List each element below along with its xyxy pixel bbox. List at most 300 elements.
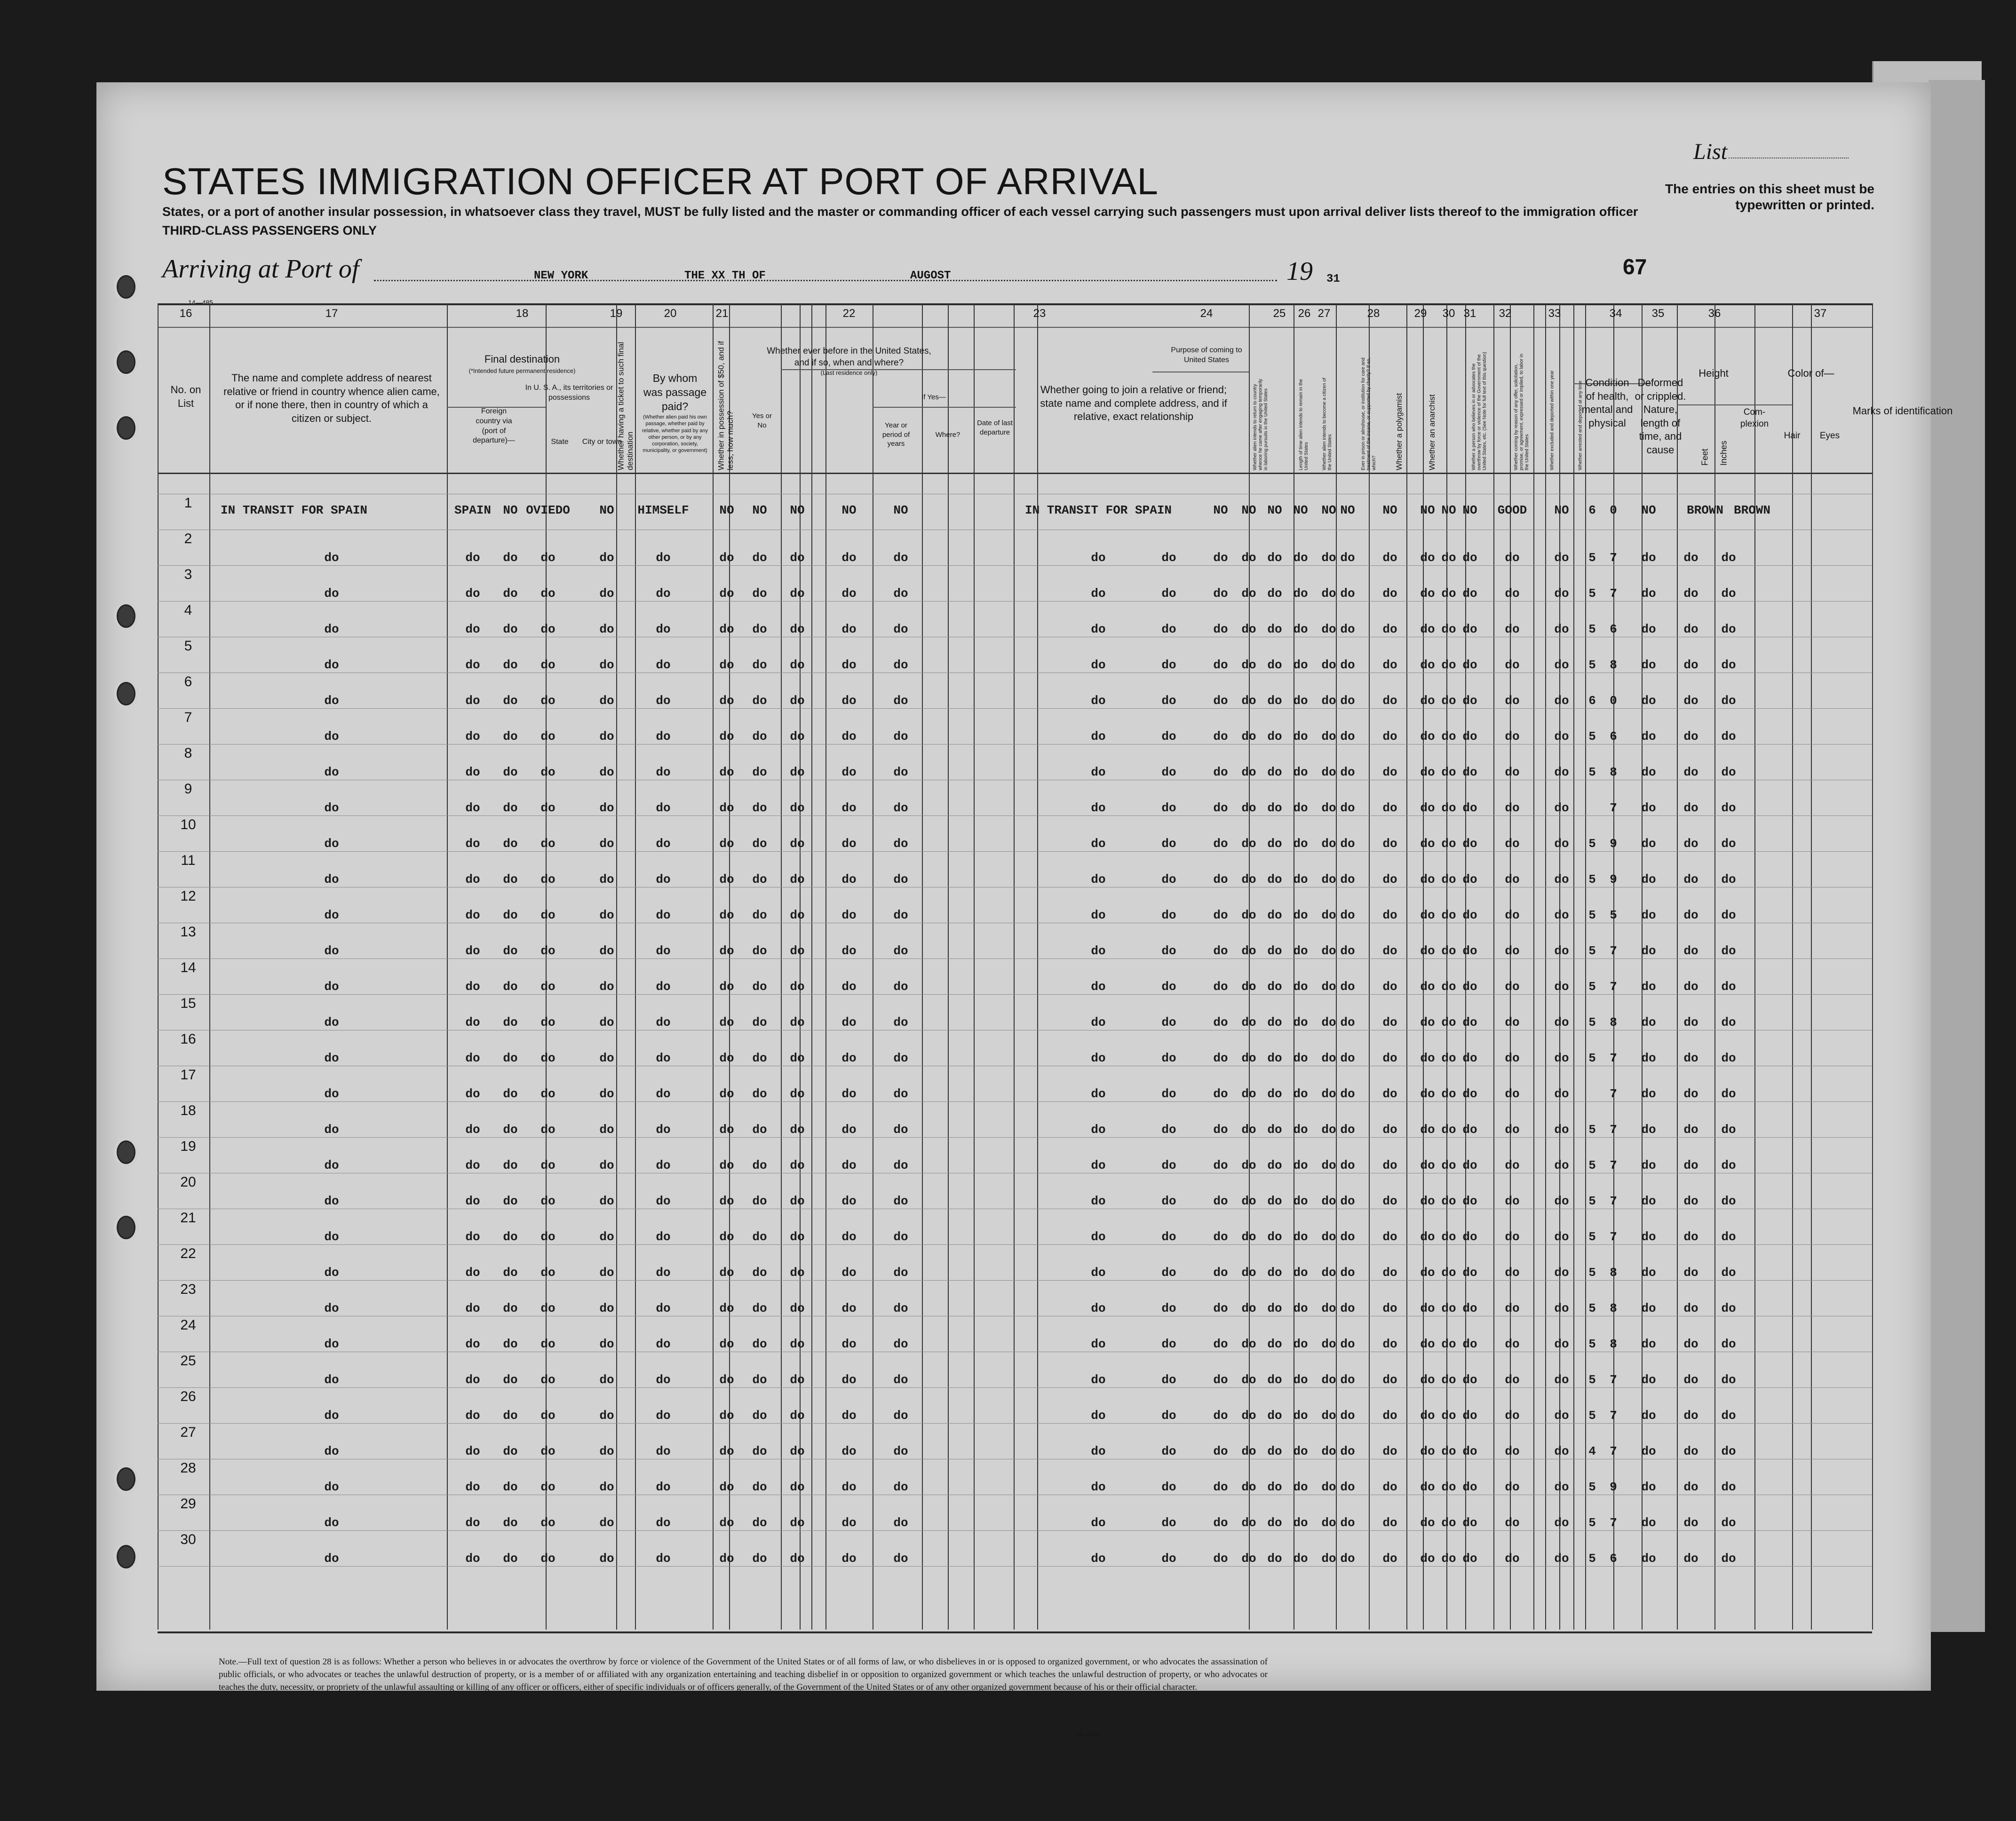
row-number: 1 — [184, 495, 192, 511]
ditto-cell: do — [1267, 837, 1282, 851]
ditto-cell: do — [1293, 1123, 1308, 1137]
ditto-cell: do — [1091, 1051, 1106, 1065]
ditto-cell: do — [324, 872, 339, 887]
row-number: 8 — [184, 745, 192, 761]
ditto-cell: do — [324, 1051, 339, 1065]
ditto-cell: do — [656, 1552, 671, 1566]
ditto-cell: do — [599, 622, 614, 636]
ditto-cell: do — [1721, 801, 1736, 815]
ditto-cell: do — [893, 1087, 908, 1101]
ditto-cell: do — [1554, 1266, 1569, 1280]
ditto-cell: do — [1641, 551, 1656, 565]
ditto-cell: do — [540, 1409, 556, 1423]
ditto-cell: do — [324, 1516, 339, 1530]
ditto-cell: do — [1441, 586, 1456, 601]
ditto-cell: do — [1340, 801, 1355, 815]
column-line — [546, 303, 547, 1630]
ditto-cell: do — [1091, 908, 1106, 922]
ditto-cell: do — [1721, 622, 1736, 636]
ditto-cell: do — [1505, 729, 1520, 744]
ditto-cell: do — [1505, 1444, 1520, 1458]
height-inches-cell: 8 — [1610, 1015, 1617, 1029]
ditto-cell: do — [1241, 1194, 1256, 1208]
ditto-cell: do — [1382, 694, 1397, 708]
ditto-cell: do — [1293, 1051, 1308, 1065]
ditto-cell: do — [893, 1516, 908, 1530]
ditto-cell: do — [719, 944, 734, 958]
ditto-cell: do — [1213, 1516, 1228, 1530]
height-feet-cell: 5 — [1588, 1301, 1596, 1315]
ditto-cell: do — [599, 980, 614, 994]
ditto-cell: do — [656, 837, 671, 851]
ditto-cell: do — [1091, 1087, 1106, 1101]
ditto-cell: do — [465, 1516, 480, 1530]
height-inches-cell: 7 — [1610, 1194, 1617, 1208]
ditto-cell: do — [1213, 1123, 1228, 1137]
row-number: 27 — [180, 1425, 196, 1440]
column-line — [1406, 303, 1407, 1630]
arriving-label: Arriving at Port of — [162, 254, 359, 284]
column-line — [1754, 303, 1755, 1630]
ditto-cell: do — [503, 1051, 518, 1065]
row-number: 5 — [184, 638, 192, 654]
row-rule — [158, 1101, 1872, 1102]
ditto-cell: do — [841, 586, 857, 601]
col24-label: Purpose of coming to United States — [1171, 346, 1242, 364]
ditto-cell: do — [1091, 1409, 1106, 1423]
col18-city: City or town — [582, 438, 622, 446]
ditto-cell: do — [324, 1230, 339, 1244]
ditto-cell: do — [465, 765, 480, 779]
column-line — [1573, 303, 1574, 1630]
ditto-cell: do — [1505, 1087, 1520, 1101]
column-line — [1369, 303, 1370, 1630]
ditto-cell: do — [1340, 586, 1355, 601]
height-inches-cell: 7 — [1610, 944, 1617, 958]
ditto-cell: do — [1382, 1194, 1397, 1208]
row-number: 20 — [180, 1174, 196, 1190]
binder-hole — [117, 682, 135, 705]
ditto-cell: do — [1420, 1015, 1435, 1029]
ditto-cell: do — [1267, 1337, 1282, 1351]
ditto-cell: do — [1241, 1015, 1256, 1029]
height-feet-cell: 5 — [1588, 1480, 1596, 1494]
ditto-cell: do — [540, 729, 556, 744]
height-inches-cell: 7 — [1610, 1158, 1617, 1172]
ditto-cell: do — [1683, 551, 1699, 565]
ditto-cell: do — [1641, 837, 1656, 851]
ditto-cell: do — [1241, 1373, 1256, 1387]
ditto-cell: do — [1161, 1301, 1176, 1315]
ditto-cell: do — [324, 694, 339, 708]
height-inches-cell: 5 — [1610, 908, 1617, 922]
ditto-cell: do — [1721, 1409, 1736, 1423]
ditto-cell: do — [656, 551, 671, 565]
ditto-cell: do — [893, 1337, 908, 1351]
ditto-cell: do — [1241, 1230, 1256, 1244]
ditto-cell: do — [841, 1158, 857, 1172]
ditto-cell: do — [1340, 944, 1355, 958]
ditto-cell: do — [1721, 586, 1736, 601]
ditto-cell: do — [790, 801, 805, 815]
ditto-cell: do — [1161, 1409, 1176, 1423]
ditto-cell: do — [841, 1337, 857, 1351]
ditto-cell: do — [1321, 837, 1336, 851]
column-line — [1714, 303, 1715, 1630]
ditto-cell: do — [1213, 1266, 1228, 1280]
ditto-cell: do — [1641, 1480, 1656, 1494]
ditto-cell: do — [503, 1337, 518, 1351]
ditto-cell: do — [1554, 1516, 1569, 1530]
ditto-cell: do — [1505, 1051, 1520, 1065]
ditto-cell: do — [599, 1123, 614, 1137]
ditto-cell: do — [790, 622, 805, 636]
ditto-cell: do — [1382, 1516, 1397, 1530]
row-rule — [158, 1530, 1872, 1531]
ditto-cell: do — [1462, 551, 1477, 565]
ditto-cell: do — [1293, 1444, 1308, 1458]
ditto-cell: do — [1293, 944, 1308, 958]
year-prefix: 19 — [1286, 257, 1313, 286]
ditto-cell: do — [1554, 765, 1569, 779]
table-cell: NO — [1441, 503, 1456, 517]
row-rule — [158, 1280, 1872, 1281]
ditto-cell: do — [465, 1087, 480, 1101]
ditto-cell: do — [1683, 837, 1699, 851]
column-line — [1465, 303, 1466, 1630]
table-cell: NO — [1420, 503, 1435, 517]
ditto-cell: do — [1554, 1337, 1569, 1351]
ditto-cell: do — [1241, 801, 1256, 815]
ditto-cell: do — [1382, 1123, 1397, 1137]
ditto-cell: do — [1554, 980, 1569, 994]
date-typed: THE XX TH OF — [684, 269, 766, 282]
ditto-cell: do — [1641, 1158, 1656, 1172]
ditto-cell: do — [656, 586, 671, 601]
ditto-cell: do — [1293, 1087, 1308, 1101]
ditto-cell: do — [465, 586, 480, 601]
ditto-cell: do — [1683, 1123, 1699, 1137]
ditto-cell: do — [1340, 1480, 1355, 1494]
ditto-cell: do — [324, 1373, 339, 1387]
ditto-cell: do — [1420, 1230, 1435, 1244]
arriving-blank — [374, 280, 1277, 281]
ditto-cell: do — [1641, 1409, 1656, 1423]
ditto-cell: do — [1683, 729, 1699, 744]
ditto-cell: do — [540, 1337, 556, 1351]
col25-label: Ever in prison or almshouse, or institution for care and treatment of the insane, or supported by charity? If so, which? — [1360, 357, 1377, 470]
height-feet-cell: 5 — [1588, 1015, 1596, 1029]
ditto-cell: do — [1091, 1337, 1106, 1351]
table-cell: NO — [1293, 503, 1308, 517]
ditto-cell: do — [1683, 694, 1699, 708]
table-cell: NO — [1213, 503, 1228, 517]
ditto-cell: do — [1420, 658, 1435, 672]
ditto-cell: do — [1382, 1337, 1397, 1351]
height-feet-cell: 5 — [1588, 658, 1596, 672]
ditto-cell: do — [893, 872, 908, 887]
table-cell: IN TRANSIT FOR SPAIN — [220, 503, 368, 517]
column-number: 33 — [1548, 307, 1561, 320]
ditto-cell: do — [540, 872, 556, 887]
ditto-cell: do — [1293, 908, 1308, 922]
ditto-cell: do — [1321, 1158, 1336, 1172]
column-line — [447, 303, 448, 1630]
col24-sub3: Whether alien intends to become a citizen of the United States — [1322, 378, 1333, 470]
ditto-cell: do — [1505, 1480, 1520, 1494]
ditto-cell: do — [841, 694, 857, 708]
ditto-cell: do — [503, 1158, 518, 1172]
ditto-cell: do — [752, 1409, 767, 1423]
ditto-cell: do — [324, 908, 339, 922]
ditto-cell: do — [1382, 1409, 1397, 1423]
height-inches-cell: 8 — [1610, 765, 1617, 779]
ditto-cell: do — [1382, 586, 1397, 601]
ditto-cell: do — [893, 1373, 908, 1387]
col22-year: Year or period of years — [882, 421, 910, 448]
class-line: THIRD-CLASS PASSENGERS ONLY — [162, 223, 377, 238]
ditto-cell: do — [1267, 872, 1282, 887]
ditto-cell: do — [503, 1087, 518, 1101]
column-line — [1037, 303, 1038, 1630]
ditto-cell: do — [656, 908, 671, 922]
ditto-cell: do — [1161, 1516, 1176, 1530]
ditto-cell: do — [752, 1015, 767, 1029]
ditto-cell: do — [1721, 551, 1736, 565]
ditto-cell: do — [1340, 1373, 1355, 1387]
ditto-cell: do — [656, 1230, 671, 1244]
height-feet-cell: 5 — [1588, 1516, 1596, 1530]
ditto-cell: do — [1554, 622, 1569, 636]
ditto-cell: do — [1441, 1409, 1456, 1423]
ditto-cell: do — [1462, 765, 1477, 779]
ditto-cell: do — [1721, 729, 1736, 744]
col22-ifyes: If Yes— — [921, 393, 946, 401]
ditto-cell: do — [1241, 658, 1256, 672]
col24-sub2: Length of time alien intends to remain in the United States — [1298, 379, 1309, 470]
ditto-cell: do — [1267, 1552, 1282, 1566]
ditto-cell: do — [1462, 1337, 1477, 1351]
height-feet-cell: 5 — [1588, 1552, 1596, 1566]
ditto-cell: do — [1683, 658, 1699, 672]
ditto-cell: do — [1382, 622, 1397, 636]
ditto-cell: do — [1213, 1051, 1228, 1065]
ditto-cell: do — [1462, 801, 1477, 815]
ditto-cell: do — [599, 1230, 614, 1244]
ditto-cell: do — [465, 1051, 480, 1065]
ditto-cell: do — [1293, 1158, 1308, 1172]
ditto-cell: do — [540, 1516, 556, 1530]
col28-label: Whether a person who believes in or advocates the overthrow by force or violence of the Government of the United States, etc. (See Note for full text of this question) — [1471, 352, 1487, 470]
ditto-cell: do — [752, 1373, 767, 1387]
row-number: 7 — [184, 710, 192, 725]
ditto-cell: do — [1721, 1051, 1736, 1065]
ditto-cell: do — [656, 980, 671, 994]
column-line — [616, 303, 617, 1630]
ditto-cell: do — [1462, 980, 1477, 994]
ditto-cell: do — [1441, 1444, 1456, 1458]
ditto-cell: do — [324, 1123, 339, 1137]
ditto-cell: do — [1091, 1444, 1106, 1458]
column-line — [209, 303, 210, 1630]
ditto-cell: do — [656, 1051, 671, 1065]
ditto-cell: do — [1683, 1158, 1699, 1172]
ditto-cell: do — [1441, 1552, 1456, 1566]
ditto-cell: do — [1441, 1480, 1456, 1494]
height-inches-cell: 7 — [1610, 1087, 1617, 1101]
ditto-cell: do — [1462, 944, 1477, 958]
ditto-cell: do — [1683, 801, 1699, 815]
ditto-cell: do — [719, 1015, 734, 1029]
ditto-cell: do — [1321, 658, 1336, 672]
ditto-cell: do — [1340, 765, 1355, 779]
ditto-cell: do — [719, 1158, 734, 1172]
table-cell: IN TRANSIT FOR SPAIN — [1024, 503, 1172, 517]
ditto-cell: do — [1420, 1194, 1435, 1208]
ditto-cell: do — [1420, 551, 1435, 565]
ditto-cell: do — [1241, 1301, 1256, 1315]
ditto-cell: do — [1683, 1087, 1699, 1101]
ditto-cell: do — [1641, 1087, 1656, 1101]
ditto-cell: do — [1441, 1123, 1456, 1137]
ditto-cell: do — [1267, 1266, 1282, 1280]
ditto-cell: do — [1441, 658, 1456, 672]
ditto-cell: do — [1213, 1552, 1228, 1566]
ditto-cell: do — [1554, 801, 1569, 815]
binder-hole — [117, 604, 135, 628]
ditto-cell: do — [1641, 729, 1656, 744]
binder-hole — [117, 416, 135, 440]
column-number: 27 — [1318, 307, 1331, 320]
ditto-cell: do — [1241, 980, 1256, 994]
ditto-cell: do — [1721, 1230, 1736, 1244]
ditto-cell: do — [1420, 837, 1435, 851]
row-rule — [158, 1566, 1872, 1567]
height-feet-cell: 5 — [1588, 944, 1596, 958]
ditto-cell: do — [1683, 765, 1699, 779]
ditto-cell: do — [1321, 586, 1336, 601]
ditto-cell: do — [752, 1230, 767, 1244]
ditto-cell: do — [1091, 658, 1106, 672]
ditto-cell: do — [1293, 1516, 1308, 1530]
ditto-cell: do — [1241, 1051, 1256, 1065]
ditto-cell: do — [503, 980, 518, 994]
ditto-cell: do — [1505, 586, 1520, 601]
ditto-cell: do — [1721, 1194, 1736, 1208]
ditto-cell: do — [719, 1409, 734, 1423]
ditto-cell: do — [503, 872, 518, 887]
height-feet-cell: 5 — [1588, 622, 1596, 636]
ditto-cell: do — [1683, 1266, 1699, 1280]
col30-label: Whether excluded and deported within one year — [1549, 370, 1555, 470]
ditto-cell: do — [1641, 1194, 1656, 1208]
ditto-cell: do — [1420, 622, 1435, 636]
ditto-cell: do — [324, 658, 339, 672]
ditto-cell: do — [465, 1015, 480, 1029]
ditto-cell: do — [1554, 551, 1569, 565]
ditto-cell: do — [1554, 1230, 1569, 1244]
ditto-cell: do — [1382, 551, 1397, 565]
ditto-cell: do — [503, 1373, 518, 1387]
ditto-cell: do — [465, 1552, 480, 1566]
ditto-cell: do — [841, 1301, 857, 1315]
ditto-cell: do — [841, 944, 857, 958]
ditto-cell: do — [719, 765, 734, 779]
ditto-cell: do — [1641, 1373, 1656, 1387]
ditto-cell: do — [599, 765, 614, 779]
ditto-cell: do — [790, 765, 805, 779]
ditto-cell: do — [1091, 1552, 1106, 1566]
ditto-cell: do — [599, 1158, 614, 1172]
ditto-cell: do — [1213, 1409, 1228, 1423]
ditto-cell: do — [1267, 586, 1282, 601]
col18-note: (*Intended future permanent residence) — [468, 367, 576, 374]
height-feet-cell: 5 — [1588, 1051, 1596, 1065]
ditto-cell: do — [719, 801, 734, 815]
ditto-cell: do — [1683, 622, 1699, 636]
column-number: 17 — [325, 307, 338, 320]
ditto-cell: do — [790, 1444, 805, 1458]
ditto-cell: do — [1641, 908, 1656, 922]
ditto-cell: do — [503, 1015, 518, 1029]
ditto-cell: do — [1091, 1015, 1106, 1029]
ditto-cell: do — [324, 1266, 339, 1280]
ditto-cell: do — [1161, 944, 1176, 958]
ditto-cell: do — [1091, 1123, 1106, 1137]
ditto-cell: do — [1267, 1158, 1282, 1172]
ditto-cell: do — [1321, 980, 1336, 994]
table-cell: NO — [503, 503, 518, 517]
ditto-cell: do — [790, 1051, 805, 1065]
list-label: List — [1693, 139, 1728, 164]
ditto-cell: do — [752, 694, 767, 708]
ditto-cell: do — [540, 801, 556, 815]
col34-inches: Inches — [1719, 440, 1729, 466]
height-feet-cell: 5 — [1588, 551, 1596, 565]
ditto-cell: do — [540, 1373, 556, 1387]
ditto-cell: do — [1505, 837, 1520, 851]
ditto-cell: do — [790, 1480, 805, 1494]
ditto-cell: do — [1213, 586, 1228, 601]
ditto-cell: do — [719, 622, 734, 636]
ditto-cell: do — [1340, 1301, 1355, 1315]
ditto-cell: do — [465, 1480, 480, 1494]
ditto-cell: do — [1293, 1409, 1308, 1423]
ditto-cell: do — [1267, 658, 1282, 672]
ditto-cell: do — [465, 1337, 480, 1351]
ditto-cell: do — [1267, 1087, 1282, 1101]
ditto-cell: do — [1505, 801, 1520, 815]
binder-hole — [117, 275, 135, 299]
ditto-cell: do — [1321, 1480, 1336, 1494]
ditto-cell: do — [1641, 622, 1656, 636]
table-cell: NO — [1321, 503, 1336, 517]
year-typed: 31 — [1326, 273, 1340, 285]
ditto-cell: do — [1462, 1123, 1477, 1137]
ditto-cell: do — [324, 1194, 339, 1208]
ditto-cell: do — [1293, 980, 1308, 994]
ditto-cell: do — [893, 765, 908, 779]
ditto-cell: do — [790, 1230, 805, 1244]
ditto-cell: do — [719, 1480, 734, 1494]
ditto-cell: do — [752, 765, 767, 779]
ditto-cell: do — [1213, 1373, 1228, 1387]
height-feet-cell: 5 — [1588, 1123, 1596, 1137]
ditto-cell: do — [1420, 1516, 1435, 1530]
ditto-cell: do — [1554, 1087, 1569, 1101]
ditto-cell: do — [1641, 1301, 1656, 1315]
ditto-cell: do — [1641, 872, 1656, 887]
